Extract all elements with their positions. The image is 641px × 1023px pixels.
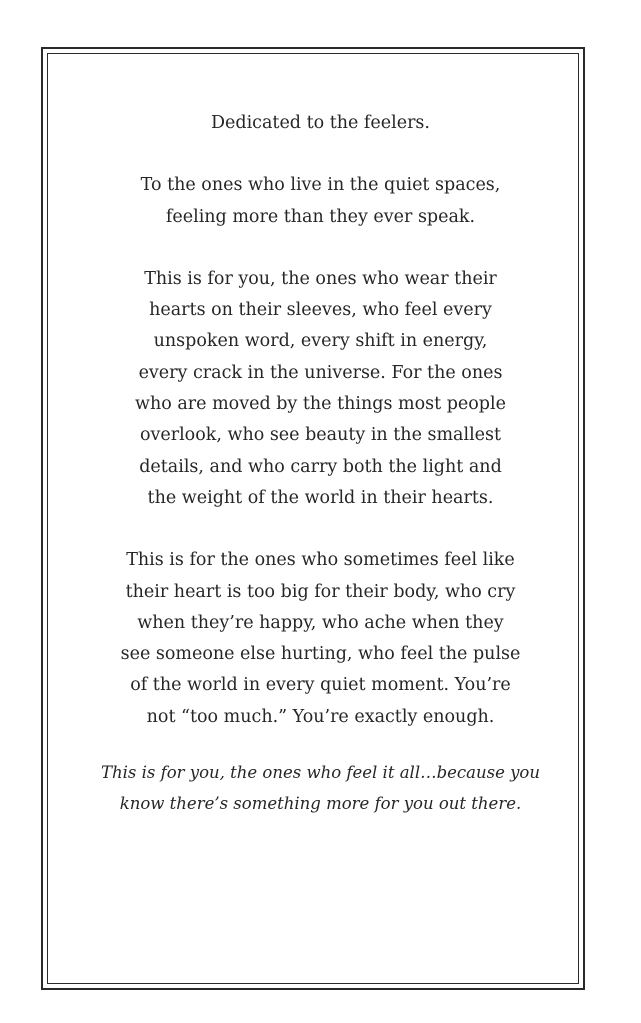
text-line: overlook, who see beauty in the smallest [139,425,502,446]
text-line: every crack in the universe. For the ones [138,362,503,383]
text-line: This is for you, the ones who wear their [144,268,497,289]
text-line: To the ones who live in the quiet spaces, [140,175,501,196]
text-line: of the world in every quiet moment. You’re [130,675,511,696]
dedication-line: Dedicated to the feelers. [211,113,430,133]
text-line: who are moved by the things most people [135,394,506,415]
text-line: know there’s something more for you out there. [119,794,522,814]
text-line: their heart is too big for their body, who cry [125,581,516,602]
text-line: details, and who carry both the light and [139,456,502,477]
text-line: when they’re happy, who ache when they [137,612,504,633]
text-line: feeling more than they ever speak. [165,206,476,227]
text-line: see someone else hurting, who feel the pulse [120,644,521,665]
text-line: the weight of the world in their hearts. [147,487,494,508]
text-line: not “too much.” You’re exactly enough. [146,706,495,727]
dedication-page [0,108,641,820]
body-paragraph-2 [0,545,641,733]
text-line: This is for you, the ones who feel it all…because you [101,763,540,783]
text-line: hearts on their sleeves, who feel every [149,300,492,321]
closing-italic-paragraph [0,757,641,820]
body-paragraph-1 [0,264,641,514]
text-line: unspoken word, every shift in energy, [153,331,488,352]
intro-paragraph [0,170,641,233]
text-line: This is for the ones who sometimes feel like [126,550,515,571]
